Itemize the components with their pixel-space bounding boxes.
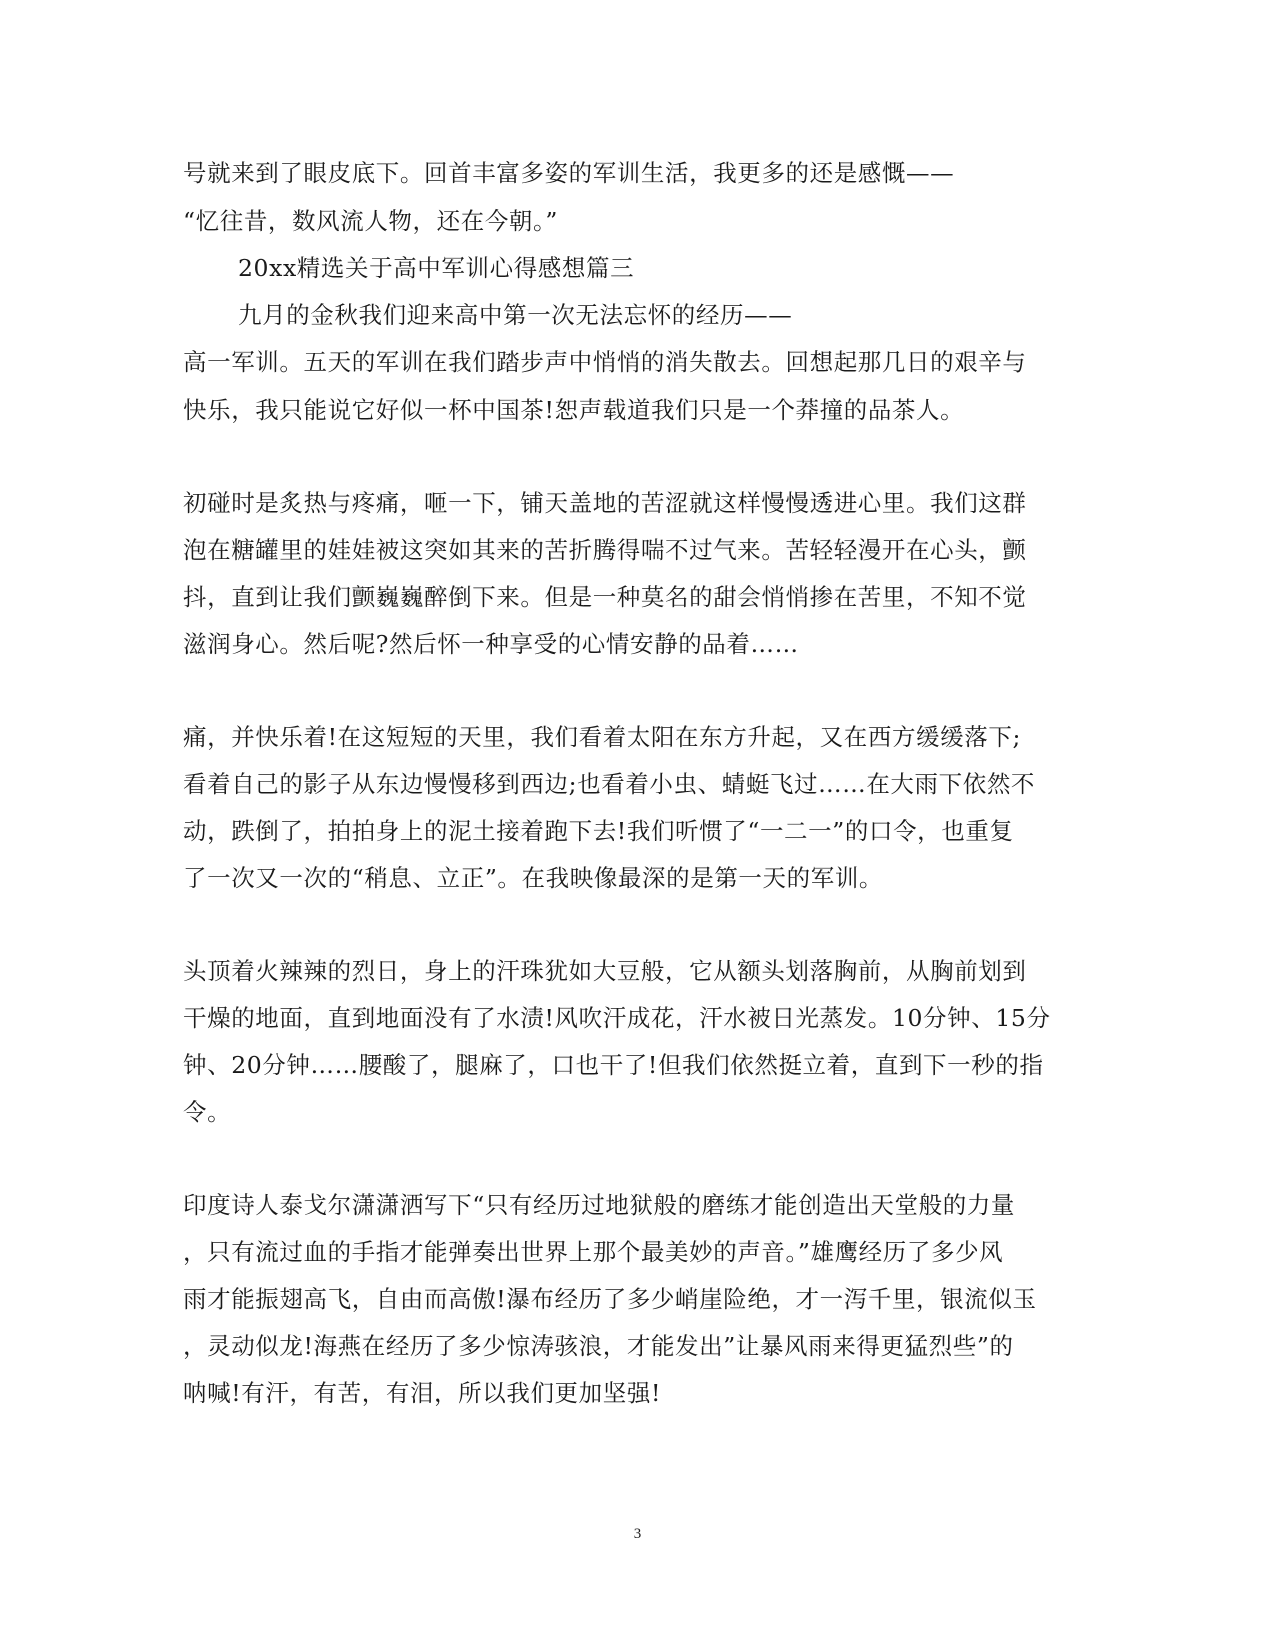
text-line: 滋润身心。然后呢?然后怀一种享受的心情安静的品着…… [183,630,799,658]
text-line: 抖，直到让我们颤巍巍醉倒下来。但是一种莫名的甜会悄悄掺在苦里，不知不觉 [183,583,1027,611]
page-number: 3 [633,1526,642,1542]
text-line: 印度诗人泰戈尔潇潇洒写下“只有经历过地狱般的磨练才能创造出天堂般的力量 [183,1191,1016,1219]
text-line: 高一军训。五天的军训在我们踏步声中悄悄的消失散去。回想起那几日的艰辛与 [183,348,1027,376]
text-line: ，灵动似龙!海燕在经历了多少惊涛骇浪，才能发出”让暴风雨来得更猛烈些”的 [183,1332,1014,1360]
text-line: ，只有流过血的手指才能弹奏出世界上那个最美妙的声音。”雄鹰经历了多少风 [183,1238,1004,1266]
text-line: 呐喊!有汗，有苦，有泪，所以我们更加坚强! [183,1379,661,1407]
text-line: 快乐，我只能说它好似一杯中国茶!恕声载道我们只是一个莽撞的品茶人。 [183,396,965,424]
text-line: 泡在糖罐里的娃娃被这突如其来的苦折腾得喘不过气来。苦轻轻漫开在心头，颤 [183,536,1027,564]
text-line: 九月的金秋我们迎来高中第一次无法忘怀的经历—— [238,301,793,329]
text-line: 初碰时是炙热与疼痛，咂一下，铺天盖地的苦涩就这样慢慢透进心里。我们这群 [183,489,1027,517]
text-line: 看着自己的影子从东边慢慢移到西边;也看着小虫、蜻蜓飞过……在大雨下依然不 [183,770,1036,798]
text-line: 动，跌倒了，拍拍身上的泥土接着跑下去!我们听惯了“一二一”的口令，也重复 [183,817,1014,845]
text-line: 痛，并快乐着!在这短短的天里，我们看着太阳在东方升起，又在西方缓缓落下; [183,723,1021,751]
text-line: “忆往昔，数风流人物，还在今朝。” [183,207,558,235]
text-line: 了一次又一次的“稍息、立正”。在我映像最深的是第一天的军训。 [183,864,884,892]
text-line: 令。 [183,1098,232,1126]
text-line: 雨才能振翅高飞，自由而高傲!瀑布经历了多少峭崖险绝，才一泻千里，银流似玉 [183,1285,1037,1313]
text-line: 干燥的地面，直到地面没有了水渍!风吹汗成花，汗水被日光蒸发。10分钟、15分 [183,1004,1051,1032]
text-line: 钟、20分钟……腰酸了，腿麻了，口也干了!但我们依然挺立着，直到下一秒的指 [183,1051,1044,1079]
text-line: 号就来到了眼皮底下。回首丰富多姿的军训生活，我更多的还是感慨—— [183,159,955,187]
section-heading: 20xx精选关于高中军训心得感想篇三 [238,254,635,282]
text-line: 头顶着火辣辣的烈日，身上的汗珠犹如大豆般，它从额头划落胸前，从胸前划到 [183,957,1027,985]
